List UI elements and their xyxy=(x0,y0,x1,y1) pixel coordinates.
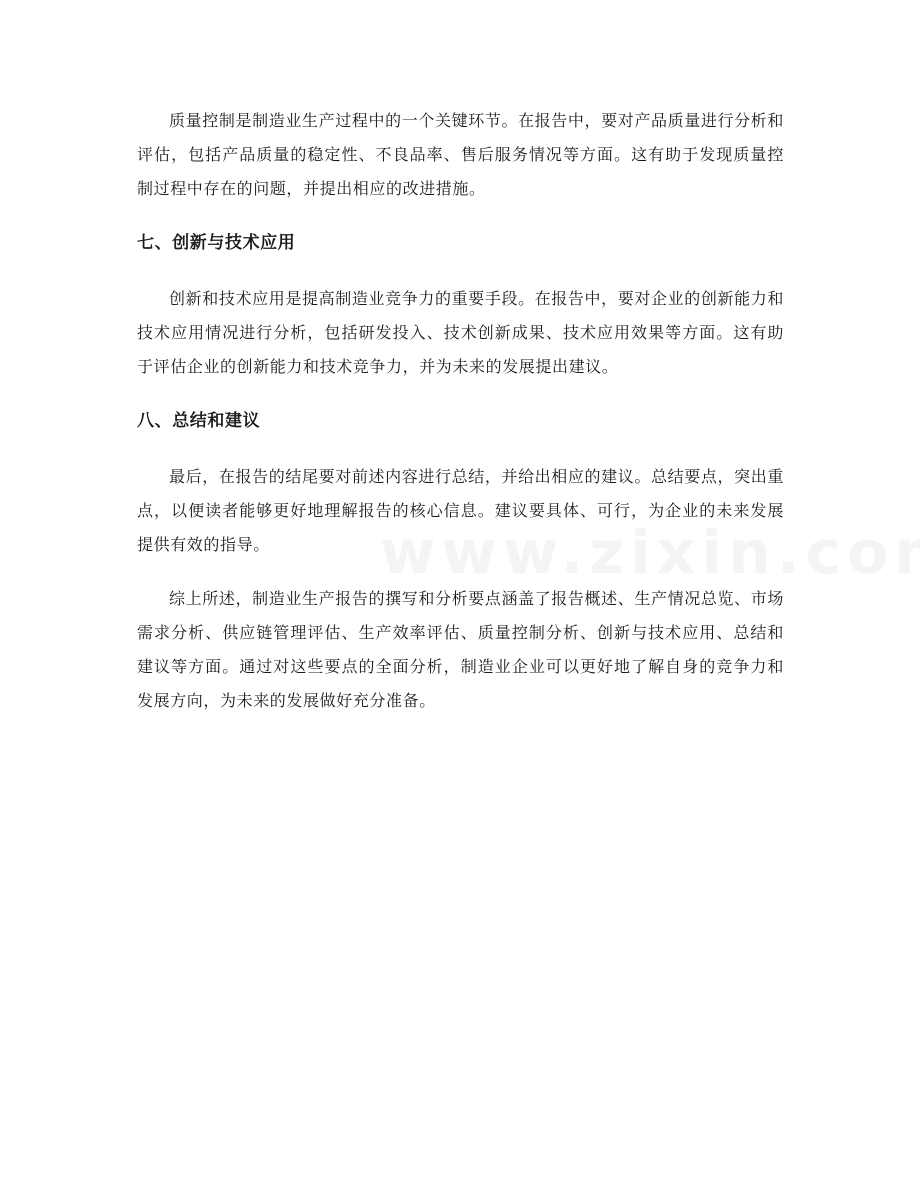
section-heading-innovation: 七、创新与技术应用 xyxy=(137,233,296,253)
paragraph-quality-control: 质量控制是制造业生产过程中的一个关键环节。在报告中，要对产品质量进行分析和评估，包括产品质量的稳定性、不良品率、售后服务情况等方面。这有助于发现质量控制过程中存在的问题，并提出相应的改进措施。 xyxy=(137,111,784,198)
section-heading-summary: 八、总结和建议 xyxy=(137,411,261,431)
paragraph-summary: 最后，在报告的结尾要对前述内容进行总结，并给出相应的建议。总结要点，突出重点，以便读者能够更好地理解报告的核心信息。建议要具体、可行，为企业的未来发展提供有效的指导。 xyxy=(137,467,784,554)
paragraph-conclusion: 综上所述，制造业生产报告的撰写和分析要点涵盖了报告概述、生产情况总览、市场需求分析、供应链管理评估、生产效率评估、质量控制分析、创新与技术应用、总结和建议等方面。通过对这些要点的全面分析，制造业企业可以更好地了解自身的竞争力和发展方向，为未来的发展做好充分准备。 xyxy=(137,589,784,710)
paragraph-innovation: 创新和技术应用是提高制造业竞争力的重要手段。在报告中，要对企业的创新能力和技术应用情况进行分析，包括研发投入、技术创新成果、技术应用效果等方面。这有助于评估企业的创新能力和技术竞争力，并为未来的发展提出建议。 xyxy=(137,289,784,376)
